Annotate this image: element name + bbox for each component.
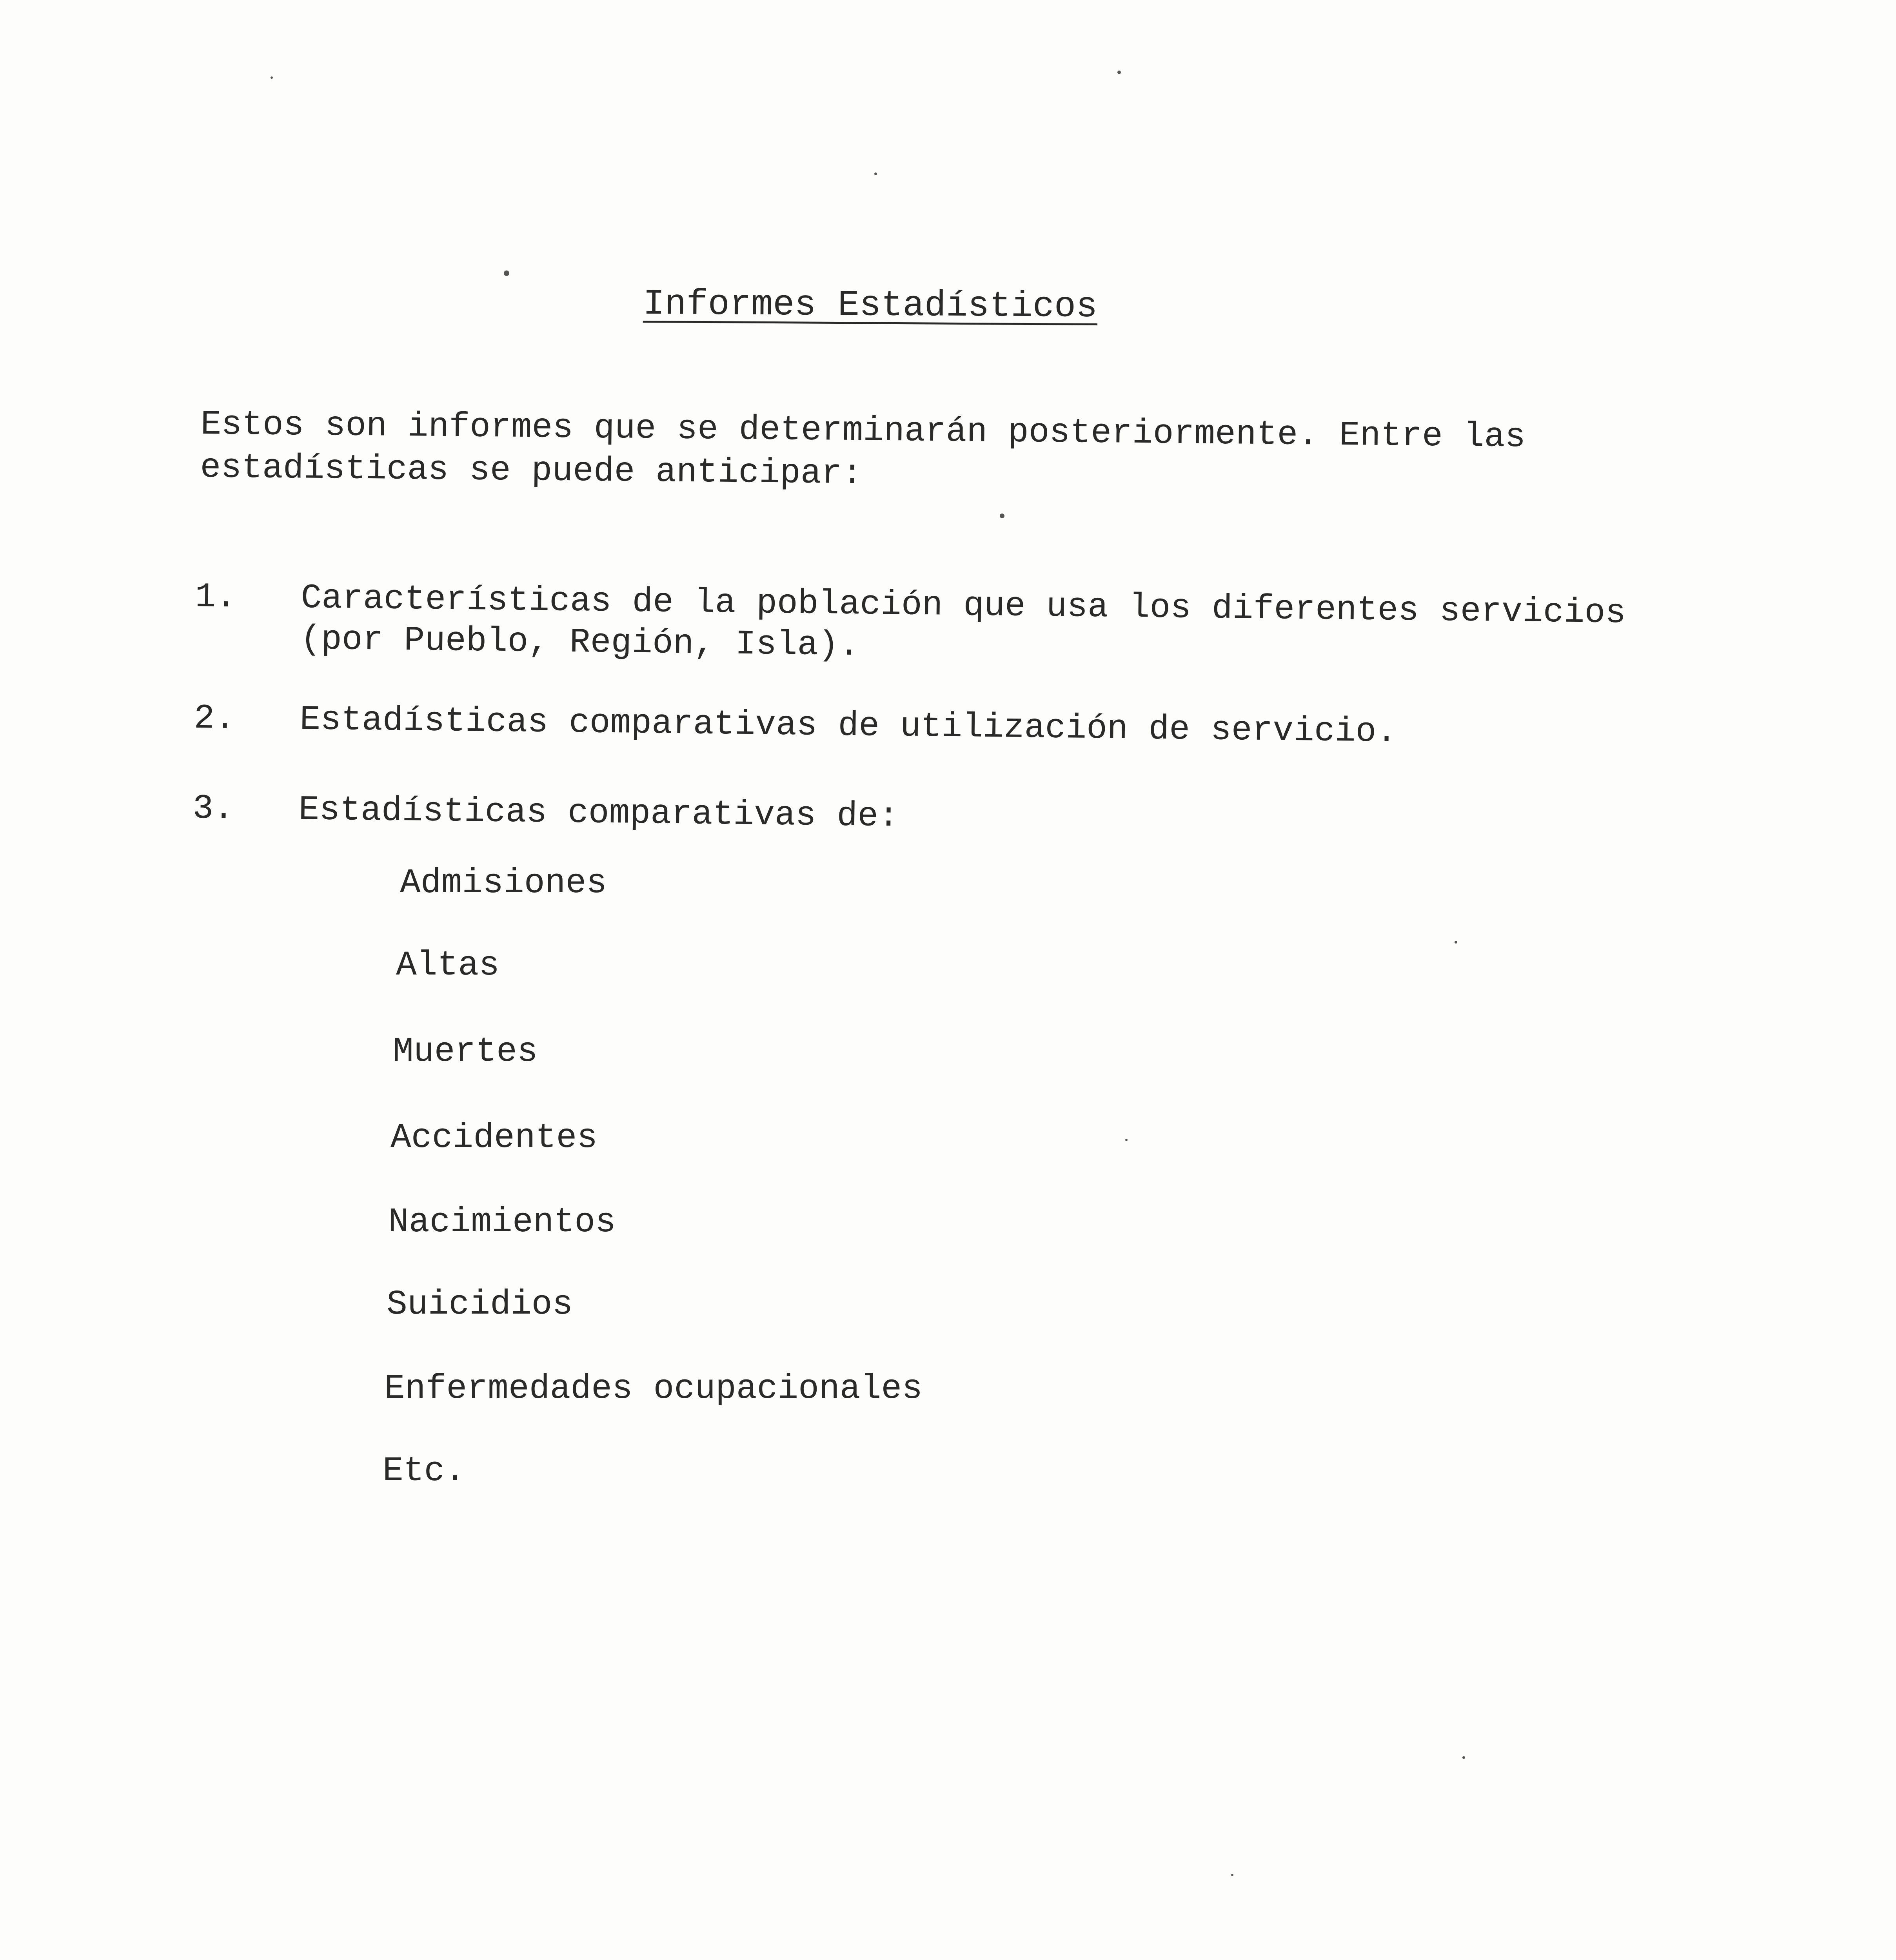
scan-speck <box>1231 1874 1233 1876</box>
list-item-text <box>300 703 1397 757</box>
scan-speck <box>271 76 273 79</box>
list-item-line: Estadísticas comparativas de: <box>298 791 899 837</box>
document-title: Informes Estadísticos <box>643 283 1098 328</box>
sub-list-item: Altas <box>396 946 500 985</box>
sub-list-item: Etc. <box>383 1452 466 1491</box>
intro-paragraph <box>200 405 1589 507</box>
intro-line: estadísticas se puede anticipar: <box>200 448 863 494</box>
scan-speck <box>1117 71 1121 74</box>
sub-list-item: Nacimientos <box>388 1203 616 1242</box>
sub-list-item: Muertes <box>393 1033 538 1071</box>
scan-speck <box>504 270 509 276</box>
list-item-line: (por Pueblo, Región, Isla). <box>300 620 860 666</box>
list-item-line: Estadísticas comparativas de utilización de servicio. <box>299 701 1397 752</box>
scan-speck <box>1455 941 1457 944</box>
list-item-number: 3. <box>192 789 234 829</box>
intro-line: Estos son informes que se determinarán posteriormente. Entre las <box>200 405 1526 457</box>
sub-list-item: Enfermedades ocupacionales <box>384 1370 923 1408</box>
list-item-number: 2. <box>193 699 236 739</box>
scan-speck <box>1462 1756 1465 1759</box>
list-item-text <box>300 581 1626 679</box>
list-item <box>192 789 1095 849</box>
sub-list-item: Suicidios <box>387 1285 573 1324</box>
sub-list-item: Accidentes <box>390 1119 598 1158</box>
list-item <box>193 699 1449 763</box>
sub-list-item: Admisiones <box>400 864 607 903</box>
list-item <box>194 580 1653 691</box>
scan-speck <box>1125 1139 1128 1141</box>
scan-speck <box>874 172 877 175</box>
scan-speck <box>1000 514 1004 518</box>
list-item-line: Características de la población que usa los diferentes servicios <box>300 579 1626 633</box>
list-item-text <box>298 793 899 841</box>
list-item-number: 1. <box>194 578 237 617</box>
